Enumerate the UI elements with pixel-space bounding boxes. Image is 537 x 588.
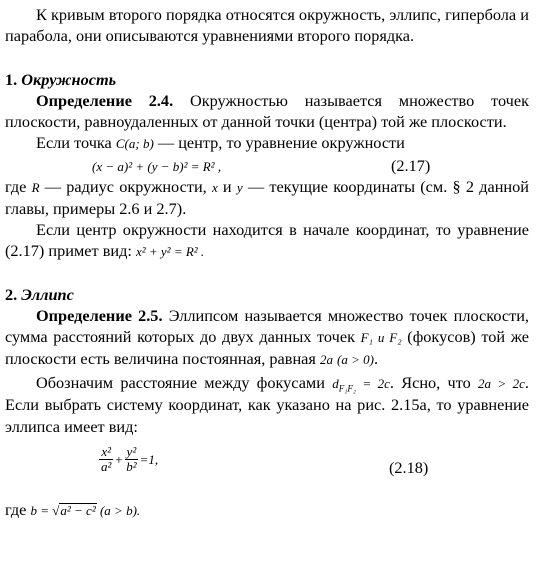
text-fragment: Обозначим расстояние между фокусами [36, 373, 333, 393]
text-fragment: — текущие координаты (см. § 2 данной главы, примеры 2.6 и 2.7). [5, 176, 529, 218]
fraction-x [99, 445, 113, 474]
equation-2-18-line [5, 443, 529, 499]
point-notation: C(a; b) [115, 136, 154, 152]
origin-paragraph [5, 219, 529, 262]
definition-label: Определение 2.4. [36, 91, 174, 111]
plus-sign: + [114, 451, 124, 467]
math-inequality: 2a > 2c [478, 376, 525, 392]
text-fragment: Если точка [36, 133, 116, 153]
text-fragment: . Ясно, что [389, 373, 478, 393]
text-fragment: . [373, 349, 379, 369]
definition-label: Определение 2.5. [36, 306, 163, 326]
math-condition: (a > b) [99, 502, 137, 518]
circle-equation: (x − a)² + (y − b)² = R² , [92, 158, 222, 174]
focus-f1: F₁ [360, 330, 374, 346]
numerator: y² [126, 443, 137, 459]
definition-circle [5, 90, 529, 132]
section-title: Окружность [21, 70, 117, 90]
math-expression: = 2c [355, 376, 390, 392]
section-heading-circle [5, 69, 529, 90]
section-heading-ellipse [5, 284, 529, 305]
section-title: Эллипс [21, 284, 74, 304]
math-condition: (a > 0) [337, 352, 374, 368]
ellipse-equation [98, 445, 158, 474]
origin-circle-equation: x² + y² = R² . [135, 243, 205, 259]
math-expression: b = [30, 502, 53, 518]
equation-number: (2.17) [391, 155, 431, 175]
focus-f2: F₂ [389, 330, 402, 346]
equation-2-17-line [5, 155, 529, 176]
text-fragment: . [136, 502, 141, 518]
math-symbol: x [211, 179, 218, 195]
text-fragment: . Если выбрать систему координат, как указано на рис. 2.15а, то уравнение эллипса имеет вид: [5, 373, 529, 436]
document-page [5, 4, 529, 521]
center-paragraph [5, 132, 529, 154]
text-fragment: Эллипсом называется множество точек плоскости, сумма расстояний которых до двух данных точек [5, 306, 530, 347]
text-fragment: Если центр окружности находится в начале координат, то уравнение (2.17) примет вид: [5, 219, 529, 260]
denominator: a² [101, 458, 112, 474]
section-number: 2. [5, 284, 18, 304]
b-definition-line [5, 499, 529, 521]
denominator: b² [126, 458, 137, 474]
numerator: x² [101, 443, 112, 459]
text-fragment: — центр, то уравнение окружности [153, 133, 405, 153]
text-fragment: — радиус окружности, [39, 176, 212, 196]
square-root-radicand: a² − c² [60, 502, 96, 518]
definition-text: Окружностью называется множество точек плоскости, равноудаленных от данной точки (центра) той же плоскости. [5, 91, 529, 132]
equation-number: (2.18) [389, 457, 429, 477]
math-expression: 2a [319, 352, 333, 368]
math-symbol: y [236, 179, 243, 195]
text-fragment: где [5, 499, 31, 519]
equation-rhs: =1, [139, 451, 159, 467]
text-fragment: и [217, 176, 237, 196]
text-fragment: где [5, 176, 32, 196]
definition-ellipse [5, 305, 529, 370]
intro-paragraph: К кривым второго порядка относятся окружность, эллипс, гипербола и парабола, они описываются уравнениями второго порядка. [5, 5, 529, 46]
radius-paragraph [5, 176, 529, 219]
math-symbol: R [31, 179, 40, 195]
focal-distance [332, 376, 390, 394]
text-fragment: (фокусов) той же плоскости есть величина постоянная, равная [5, 327, 529, 369]
foci-paragraph [5, 372, 529, 436]
b-formula: b = √a² − c² (a > b). [30, 502, 141, 518]
fraction-y [124, 445, 138, 474]
math-subscript: F₁F₂ [338, 383, 356, 394]
text-fragment: и [373, 330, 390, 346]
math-symbol: d [332, 376, 339, 392]
section-number: 1. [5, 70, 18, 90]
